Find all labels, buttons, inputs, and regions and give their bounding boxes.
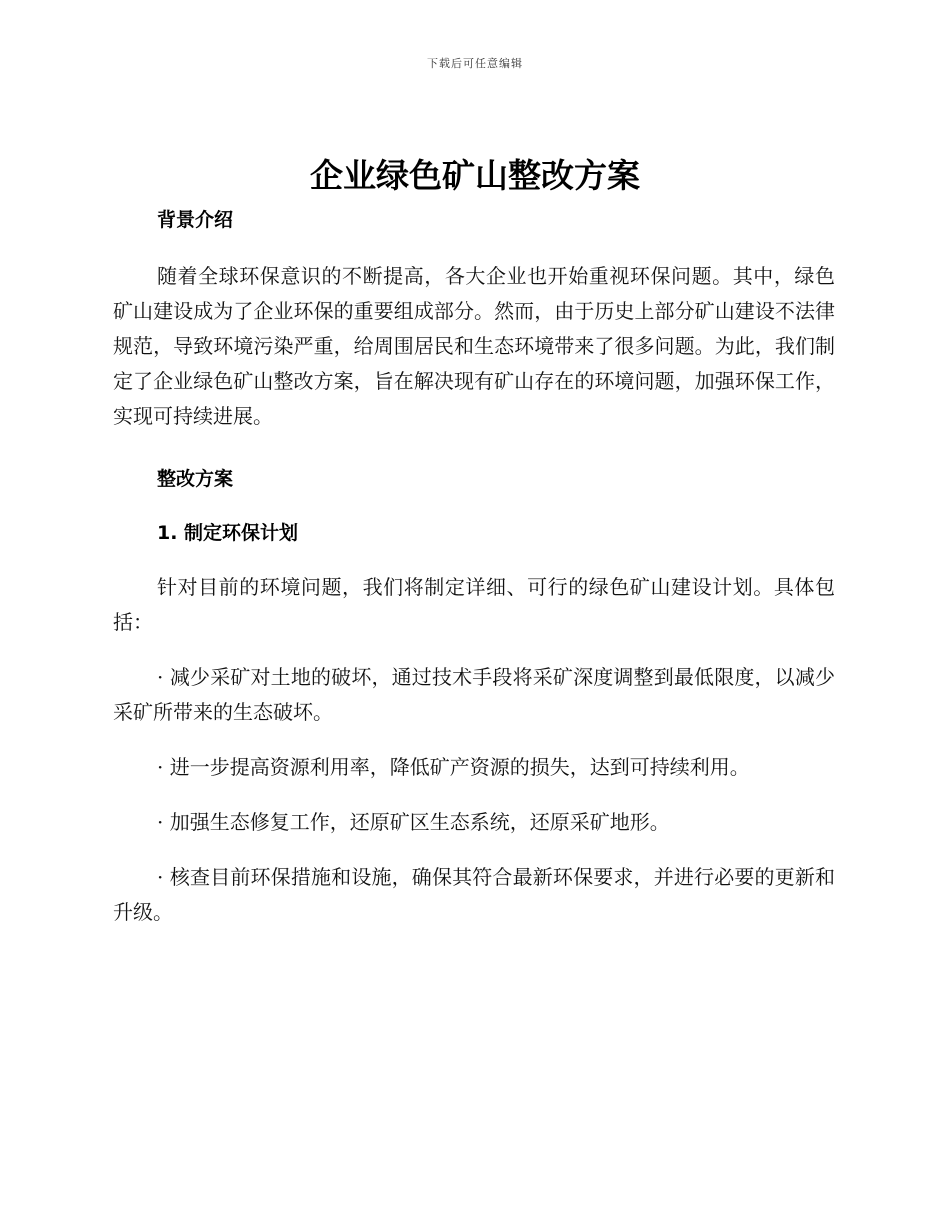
bullet-item: · 减少采矿对土地的破坏，通过技术手段将采矿深度调整到最低限度，以减少采矿所带来的生态破坏。 xyxy=(113,665,835,724)
bullet-item: · 核查目前环保措施和设施，确保其符合最新环保要求，并进行必要的更新和升级。 xyxy=(113,865,835,924)
subsection-heading-step1: 1. 制定环保计划 xyxy=(157,522,299,544)
page-header-note: 下载后可任意编辑 xyxy=(427,57,523,70)
document-title: 企业绿色矿山整改方案 xyxy=(310,156,640,195)
bullet-item: · 进一步提高资源利用率，降低矿产资源的损失，达到可持续利用。 xyxy=(157,755,750,779)
section-heading-plan: 整改方案 xyxy=(157,468,234,490)
step1-paragraph: 针对目前的环境问题，我们将制定详细、可行的绿色矿山建设计划。具体包括： xyxy=(113,575,835,634)
bullet-item: · 加强生态修复工作，还原矿区生态系统，还原采矿地形。 xyxy=(157,810,670,834)
section-heading-background: 背景介绍 xyxy=(157,209,234,231)
background-paragraph: 随着全球环保意识的不断提高，各大企业也开始重视环保问题。其中，绿色矿山建设成为了企业环保的重要组成部分。然而，由于历史上部分矿山建设不法律规范，导致环境污染严重，给周围居民和生态环境带来了很多问题。为此，我们制定了企业绿色矿山整改方案，旨在解决现有矿山存在的环境问题，加强环保工作，实现可持续进展。 xyxy=(113,264,835,428)
document-body xyxy=(113,205,835,930)
